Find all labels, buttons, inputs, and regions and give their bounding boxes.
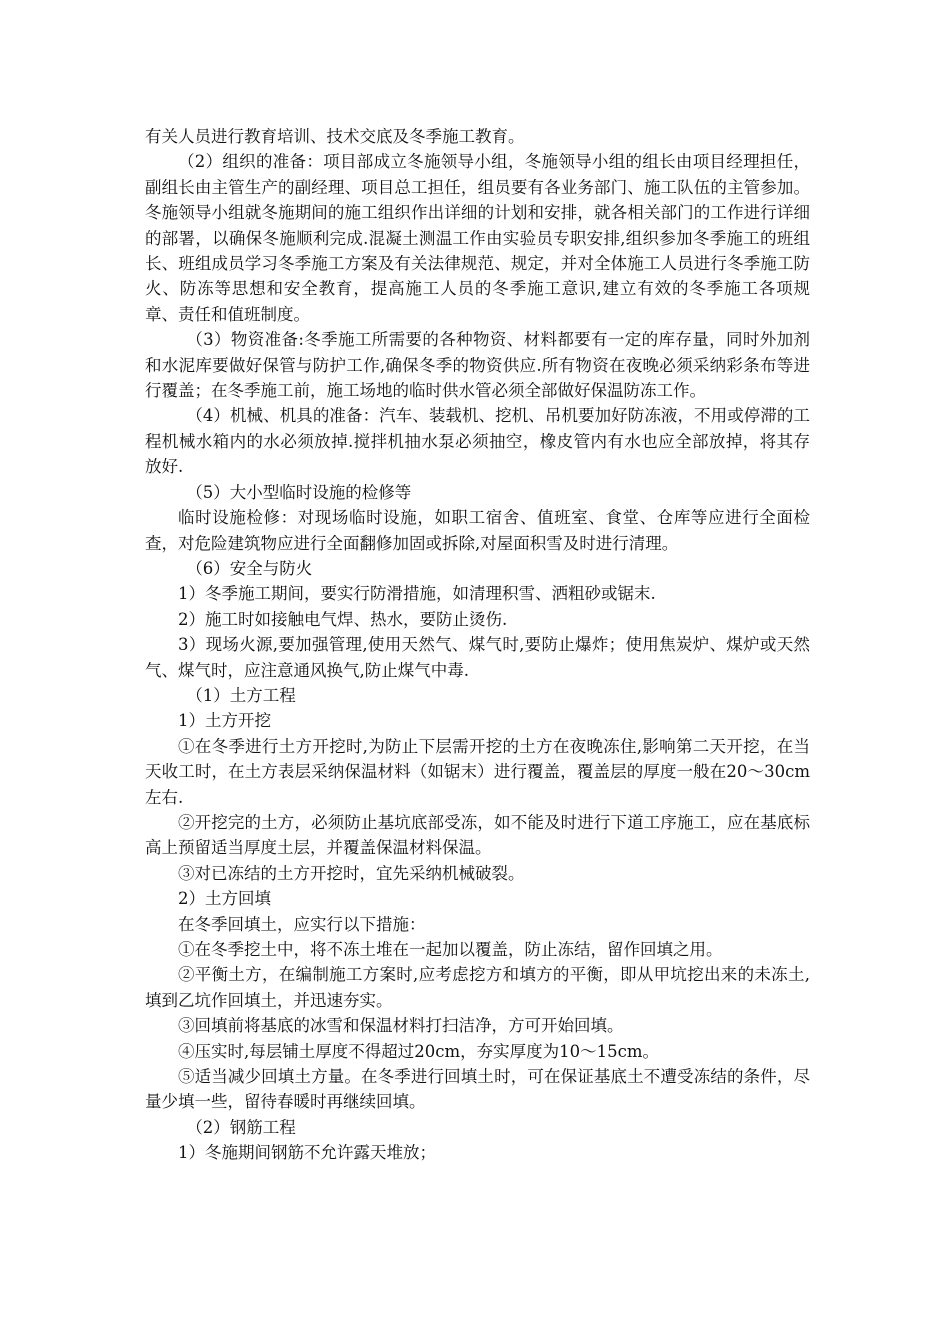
list-item-safety-1: 1）冬季施工期间，要实行防滑措施，如清理积雪、洒粗砂或锯末. <box>178 584 656 604</box>
document-body <box>145 124 810 1166</box>
heading-temporary-facilities: （5）大小型临时设施的检修等 <box>186 482 412 502</box>
heading-rebar: （2）钢筋工程 <box>186 1117 296 1137</box>
paragraph-facility-inspection: 临时设施检修：对现场临时设施，如职工宿舍、值班室、食堂、仓库等应进行全面检查，对危险建筑物应进行全面翻修加固或拆除,对屋面积雪及时进行清理。 <box>145 508 810 553</box>
heading-safety-fire: （6）安全与防火 <box>186 558 313 578</box>
paragraph-machinery: （4）机械、机具的准备：汽车、装载机、挖机、吊机要加好防冻液，不用或停滞的工程机械水箱内的水必须放掉.搅拌机抽水泵必须抽空，橡皮管内有水也应全部放掉，将其存放好. <box>145 406 810 477</box>
list-item-excavation-1: ①在冬季进行土方开挖时,为防止下层需开挖的土方在夜晚冻住,影响第二天开挖，在当天收工时，在土方表层采纳保温材料（如锯末）进行覆盖，覆盖层的厚度一般在20～30cm左右. <box>145 736 810 807</box>
paragraph-materials: （3）物资准备:冬季施工所需要的各种物资、材料都要有一定的库存量，同时外加剂和水泥库要做好保管与防护工作,确保冬季的物资供应.所有物资在夜晚必须采纳彩条布等进行覆盖；在冬季施工前，施工场地的临时供水管必须全部做好保温防冻工作。 <box>145 330 810 401</box>
list-item-backfill-5: ⑤适当减少回填土方量。在冬季进行回填土时，可在保证基底土不遭受冻结的条件，尽量少填一些，留待春暖时再继续回填。 <box>145 1067 810 1112</box>
list-item-excavation-2: ②开挖完的土方，必须防止基坑底部受冻，如不能及时进行下道工序施工，应在基底标高上预留适当厚度土层，并覆盖保温材料保温。 <box>145 812 810 858</box>
paragraph-1: 有关人员进行教育培训、技术交底及冬季施工教育。 <box>145 127 525 146</box>
list-item-safety-2: 2）施工时如接触电气焊、热水，要防止烫伤. <box>178 609 508 629</box>
list-item-backfill-1: ①在冬季挖土中，将不冻土堆在一起加以覆盖，防止冻结，留作回填之用。 <box>178 940 723 959</box>
list-item-rebar-1: 1）冬施期间钢筋不允许露天堆放； <box>178 1143 436 1163</box>
list-item-excavation-3: ③对已冻结的土方开挖时，宜先采纳机械破裂。 <box>178 863 525 883</box>
heading-earthwork: （1）土方工程 <box>186 685 296 705</box>
list-item-backfill-4: ④压实时,每层铺土厚度不得超过20cm，夯实厚度为10～15cm。 <box>178 1041 660 1061</box>
subheading-backfill: 2）土方回填 <box>178 889 271 909</box>
list-item-backfill-3: ③回填前将基底的冰雪和保温材料打扫洁净，方可开始回填。 <box>178 1016 624 1036</box>
paragraph-organization: （2）组织的准备：项目部成立冬施领导小组，冬施领导小组的组长由项目经理担任，副组长由主管生产的副经理、项目总工担任，组员要有各业务部门、施工队伍的主管参加。冬施领导小组就冬施期间的施工组织作出详细的计划和安排，就各相关部门的工作进行详细的部署，以确保冬施顺利完成.混凝土测温工作由实验员专职安排,组织参加冬季施工的班组长、班组成员学习冬季施工方案及有关法律规范、规定，并对全体施工人员进行冬季施工防火、防冻等思想和安全教育，提高施工人员的冬季施工意识,建立有效的冬季施工各项规章、责任和值班制度。 <box>145 152 810 324</box>
subheading-excavation: 1）土方开挖 <box>178 711 271 731</box>
paragraph-backfill-intro: 在冬季回填土，应实行以下措施： <box>178 914 426 934</box>
list-item-backfill-2: ②平衡土方，在编制施工方案时,应考虑挖方和填方的平衡，即从甲坑挖出来的未冻土,填到乙坑作回填土，并迅速夯实。 <box>145 965 810 1010</box>
list-item-safety-3: 3）现场火源,要加强管理,使用天然气、煤气时,要防止爆炸；使用焦炭炉、煤炉或天然气、煤气时，应注意通风换气,防止煤气中毒. <box>145 635 810 680</box>
